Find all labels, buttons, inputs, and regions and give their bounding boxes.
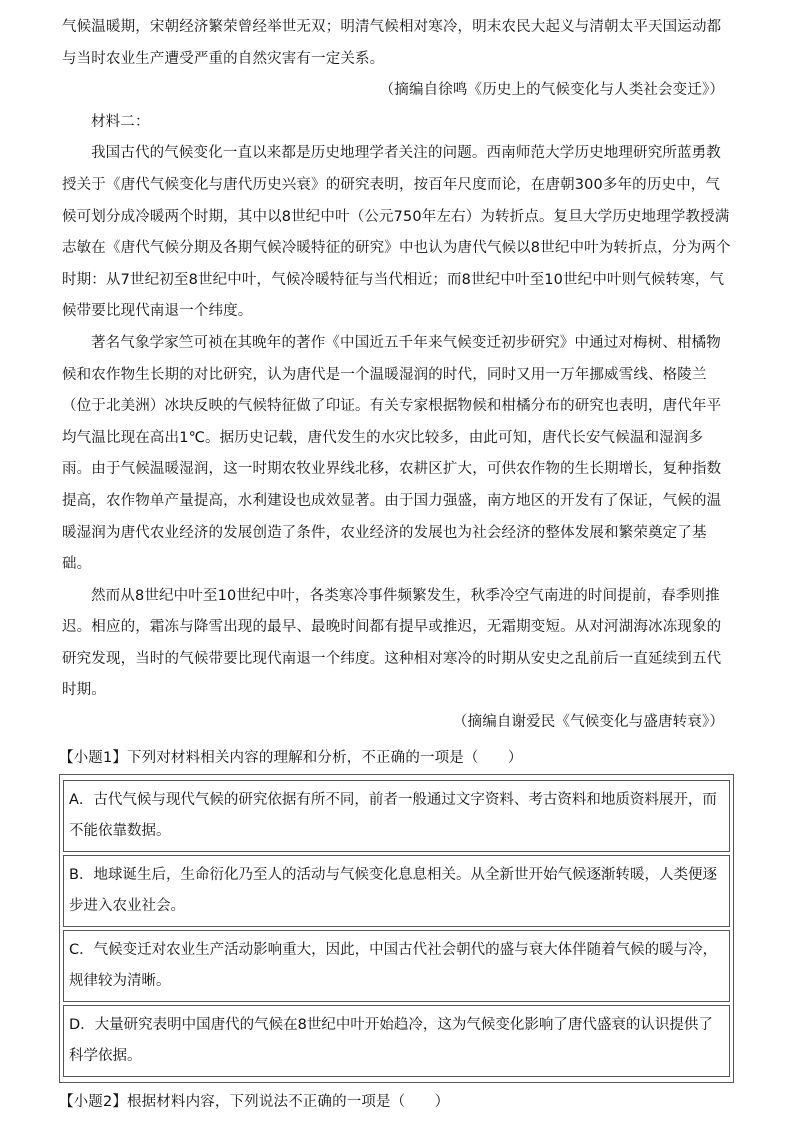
question2-title: 【小题2】根据材料内容，下列说法不正确的一项是（ ） bbox=[59, 1093, 450, 1110]
material2-paragraph-2: 著名气象学家竺可祯在其晚年的著作《中国近五千年来气候变迁初步研究》中通过对梅树、柑橘物候和农作物生长期的对比研究，认为唐代是一个温暖湿润的时代，同时又用一万年挪威雪线、格陵兰（位于北美洲）冰块反映的气候特征做了印证。有关专家根据物候和柑橘分布的研究也表明，唐代年平均气温比现在高出1℃。据历史记载，唐代发生的水灾比较多，由此可知，唐代长安气候温和湿润多雨。由于气候温暖湿润，这一时期农牧业界线北移，农耕区扩大，可供农作物的生长期增长，复种指数提高，农作物单产量提高，水利建设也成效显著。由于国力强盛，南方地区的开发有了保证，气候的温暖湿润为唐代农业经济的发展创造了条件，农业经济的发展也为社会经济的整体发展和繁荣奠定了基础。 bbox=[62, 334, 722, 573]
option-c[interactable]: C．气候变迁对农业生产活动影响重大，因此，中国古代社会朝代的盛与衰大体伴随着气候的暖与冷，规律较为清晰。 bbox=[63, 930, 730, 1002]
material2-label: 材料二： bbox=[91, 113, 150, 130]
question1-options bbox=[59, 774, 734, 1083]
option-b[interactable]: B．地球诞生后，生命衍化乃至人的活动与气候变化息息相关。从全新世开始气候逐渐转暖，人类便逐步进入农业社会。 bbox=[63, 855, 730, 927]
material1-tail-paragraph: 气候温暖期，宋朝经济繁荣曾经举世无双；明清气候相对寒冷，明末农民大起义与清朝太平天国运动都与当时农业生产遭受严重的自然灾害有一定关系。 bbox=[62, 19, 722, 67]
option-d[interactable]: D．大量研究表明中国唐代的气候在8世纪中叶开始趋冷，这为气候变化影响了唐代盛衰的认识提供了科学依据。 bbox=[63, 1005, 730, 1077]
material2-source: （摘编自谢爱民《气候变化与盛唐转衰》） bbox=[452, 714, 724, 731]
option-a[interactable]: A．古代气候与现代气候的研究依据有所不同，前者一般通过文字资料、考古资料和地质资料展开，而不能依靠数据。 bbox=[63, 780, 730, 852]
material1-source: （摘编自徐鸣《历史上的气候变化与人类社会变迁》） bbox=[379, 82, 724, 99]
material2-paragraph-3: 然而从8世纪中叶至10世纪中叶，各类寒冷事件频繁发生，秋季冷空气南进的时间提前，春季则推迟。相应的，霜冻与降雪出现的最早、最晚时间都有提早或推迟，无霜期变短。从对河湖海冰冻现象的研究发现，当时的气候带要比现代南退一个纬度。这种相对寒冷的时期从安史之乱前后一直延续到五代时期。 bbox=[62, 587, 722, 699]
question1-title: 【小题1】下列对材料相关内容的理解和分析，不正确的一项是（ ） bbox=[59, 749, 523, 766]
material2-paragraph-1: 我国古代的气候变化一直以来都是历史地理学者关注的问题。西南师范大学历史地理研究所蓝勇教授关于《唐代气候变化与唐代历史兴衰》的研究表明，按百年尺度而论，在唐朝300多年的历史中，气候可划分成冷暖两个时期，其中以8世纪中叶（公元750年左右）为转折点。复旦大学历史地理学教授满志敏在《唐代气候分期及各期气候冷暖特征的研究》中也认为唐代气候以8世纪中叶为转折点，分为两个时期：从7世纪初至8世纪中叶，气候冷暖特征与当代相近；而8世纪中叶至10世纪中叶则气候转寒，气候带要比现代南退一个纬度。 bbox=[62, 145, 731, 320]
